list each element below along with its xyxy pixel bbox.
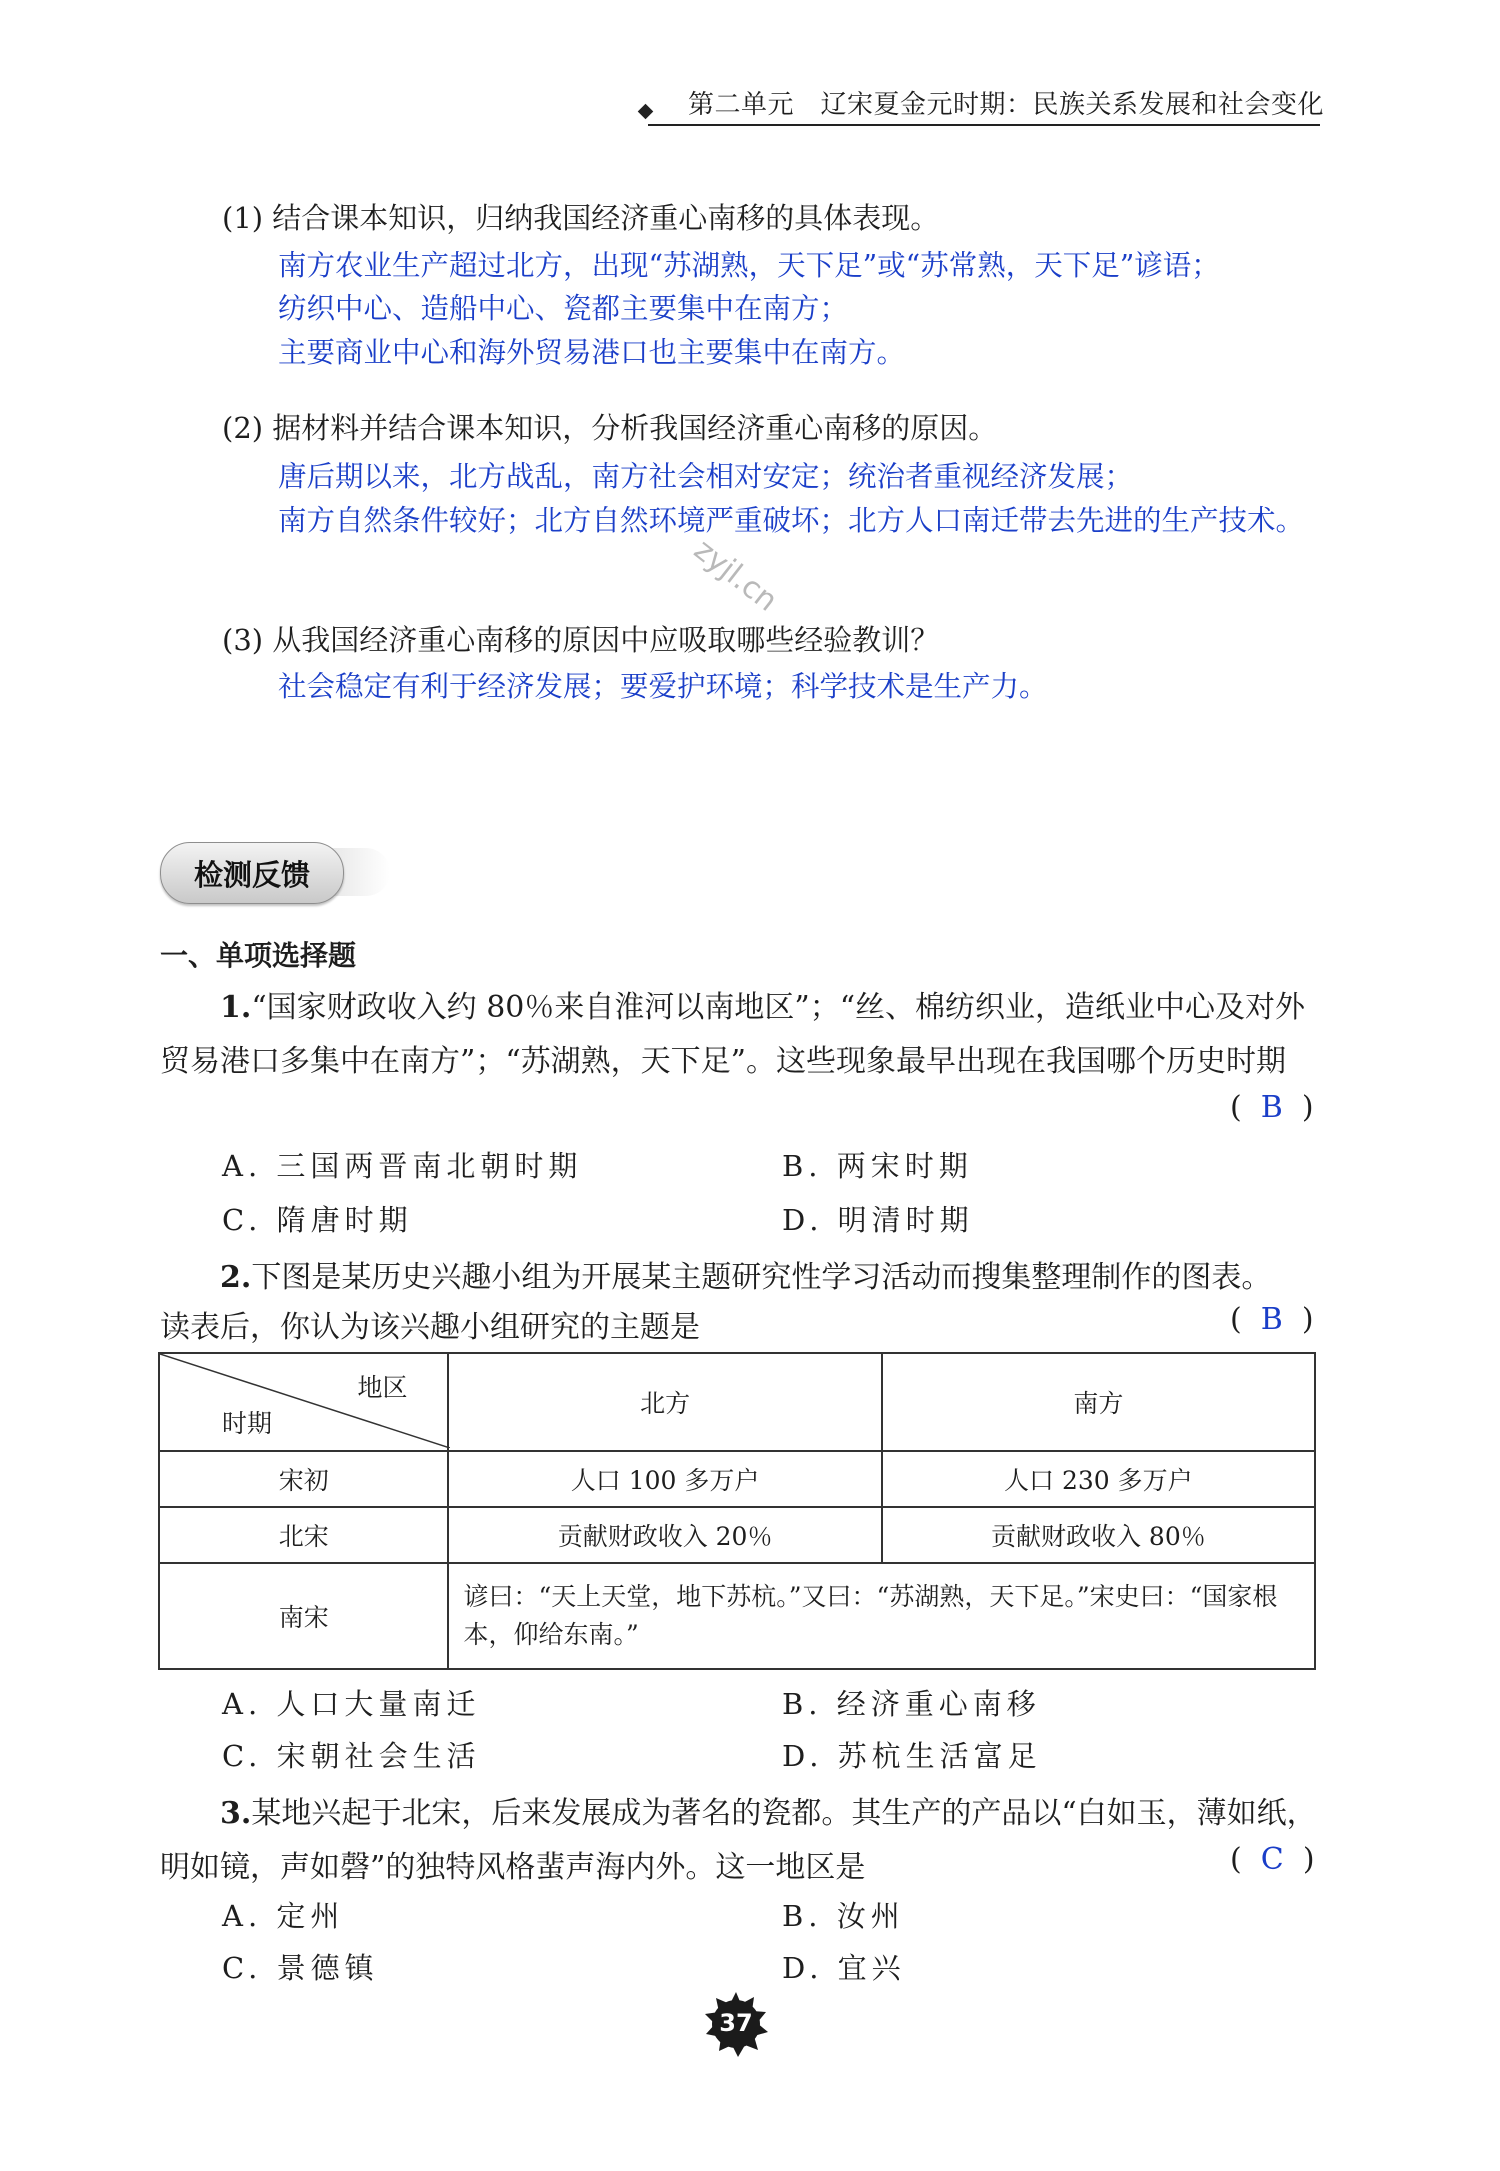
option-c: C. 宋朝社会生活	[222, 1739, 481, 1773]
section-badge	[160, 842, 390, 904]
table-corner-cell	[159, 1353, 448, 1451]
table-row	[159, 1507, 1315, 1563]
page-number: 37	[719, 2009, 753, 2037]
question-number: 2.	[220, 1260, 252, 1295]
corner-period-label: 时期	[222, 1409, 273, 1438]
option-c: C. 隋唐时期	[222, 1203, 413, 1237]
question-3-line-1: 3.某地兴起于北宋，后来发展成为著名的瓷都。其生产的产品以“白如玉，薄如纸，	[220, 1796, 1317, 1831]
option-d: D. 苏杭生活富足	[782, 1739, 1042, 1773]
subquestion-1-prompt: (1) 结合课本知识，归纳我国经济重心南移的具体表现。	[222, 201, 940, 235]
answer-bracket: ( B )	[1230, 1090, 1314, 1125]
answer-line: 唐后期以来，北方战乱，南方社会相对安定；统治者重视经济发展；	[278, 460, 1134, 493]
answer-letter: B	[1260, 1090, 1283, 1125]
header-rule	[648, 124, 1320, 126]
merged-quote-cell: 谚曰：“天上天堂，地下苏杭。”又曰：“苏湖熟，天下足。”宋史曰：“国家根本，仰给东南。”	[448, 1563, 1315, 1669]
row-period: 北宋	[159, 1507, 448, 1563]
answer-line: 纺织中心、造船中心、瓷都主要集中在南方；	[278, 292, 849, 325]
corner-region-label: 地区	[357, 1373, 408, 1402]
question-2-line-2: 读表后，你认为该兴趣小组研究的主题是	[160, 1310, 700, 1345]
question-2-line-1: 2.下图是某历史兴趣小组为开展某主题研究性学习活动而搜集整理制作的图表。	[220, 1260, 1272, 1295]
running-header	[640, 84, 1325, 128]
table-row	[159, 1563, 1315, 1669]
watermark: zyjl.cn	[687, 532, 784, 619]
row-period: 南宋	[159, 1563, 448, 1669]
question-1-line-2: 贸易港口多集中在南方”；“苏湖熟，天下足”。这些现象最早出现在我国哪个历史时期	[160, 1044, 1287, 1079]
option-b: B. 经济重心南移	[782, 1687, 1041, 1721]
option-a: A. 人口大量南迁	[222, 1687, 481, 1721]
subquestion-3-prompt: (3) 从我国经济重心南移的原因中应吸取哪些经验教训？	[222, 623, 940, 657]
running-title: 第二单元 辽宋夏金元时期：民族关系发展和社会变化	[688, 90, 1325, 120]
question-3-line-2: 明如镜，声如磬”的独特风格蜚声海内外。这一地区是	[160, 1850, 866, 1885]
option-b: B. 汝州	[782, 1899, 905, 1933]
option-b: B. 两宋时期	[782, 1149, 973, 1183]
row-period: 宋初	[159, 1451, 448, 1507]
data-table	[158, 1352, 1316, 1670]
option-a: A. 定州	[222, 1899, 345, 1933]
subquestion-2-prompt: (2) 据材料并结合课本知识，分析我国经济重心南移的原因。	[222, 411, 998, 445]
answer-line: 主要商业中心和海外贸易港口也主要集中在南方。	[278, 336, 906, 369]
part-title: 一、单项选择题	[160, 939, 357, 972]
section-badge-label: 检测反馈	[194, 858, 311, 892]
column-header: 南方	[882, 1353, 1315, 1451]
answer-line: 社会稳定有利于经济发展；要爱护环境；科学技术是生产力。	[278, 670, 1048, 703]
option-c: C. 景德镇	[222, 1951, 379, 1985]
answer-letter: B	[1260, 1302, 1283, 1337]
table-cell: 贡献财政收入 80％	[882, 1507, 1315, 1563]
page-number-badge	[712, 2000, 762, 2050]
question-number: 1.	[220, 990, 252, 1025]
answer-line: 南方自然条件较好；北方自然环境严重破坏；北方人口南迁带去先进的生产技术。	[278, 504, 1305, 537]
answer-line: 南方农业生产超过北方，出现“苏湖熟，天下足”或“苏常熟，天下足”谚语；	[278, 249, 1220, 282]
table-row	[159, 1451, 1315, 1507]
answer-bracket: ( B )	[1230, 1302, 1314, 1337]
table-cell: 贡献财政收入 20％	[448, 1507, 881, 1563]
question-1-line-1: 1.“国家财政收入约 80％来自淮河以南地区”；“丝、棉纺织业，造纸业中心及对外	[220, 990, 1306, 1025]
option-d: D. 宜兴	[782, 1951, 906, 1985]
answer-bracket: ( C )	[1230, 1842, 1315, 1877]
table-cell: 人口 100 多万户	[448, 1451, 881, 1507]
diamond-icon	[638, 104, 654, 120]
answer-letter: C	[1260, 1842, 1284, 1877]
option-a: A. 三国两晋南北朝时期	[222, 1149, 583, 1183]
option-d: D. 明清时期	[782, 1203, 974, 1237]
column-header: 北方	[448, 1353, 881, 1451]
table-cell: 人口 230 多万户	[882, 1451, 1315, 1507]
question-number: 3.	[220, 1796, 252, 1831]
